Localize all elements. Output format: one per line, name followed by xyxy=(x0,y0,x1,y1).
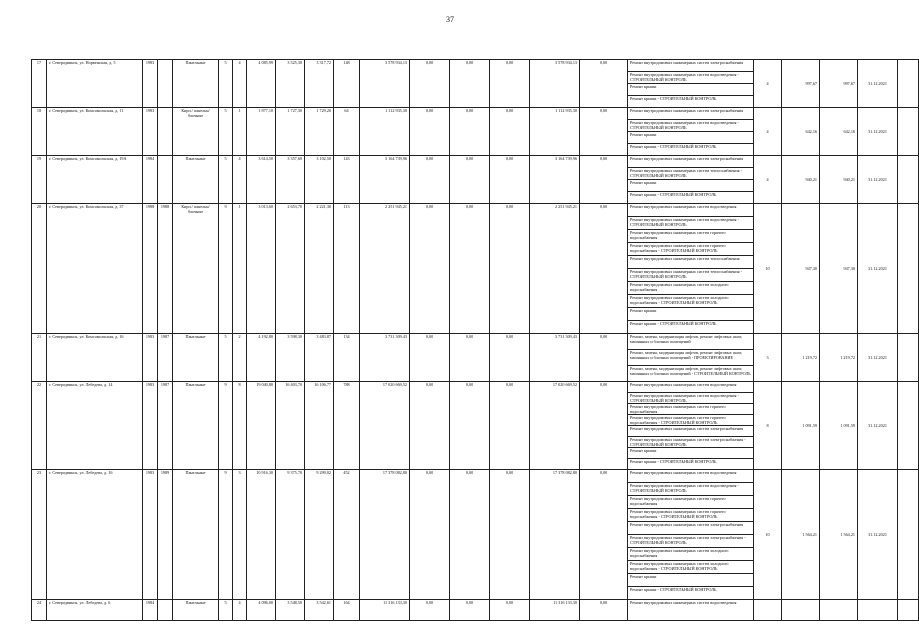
table-row xyxy=(32,156,919,168)
row-cost-total: 1 112 935,30 xyxy=(360,108,410,156)
row-number: 20 xyxy=(32,204,47,334)
row-address: г. Северодвинск, ул. Комсомольская, д. 16 xyxy=(47,334,143,382)
row-fund-local: 0,00 xyxy=(490,334,530,382)
row-fund-regional: 0,00 xyxy=(450,600,490,621)
row-area-owned: 3 483,87 xyxy=(305,334,334,382)
row-fund-federal: 0,00 xyxy=(410,600,450,621)
row-work-item: Ремонт внутридомовых инженерных систем электроснабжения xyxy=(628,108,754,120)
table-row xyxy=(32,108,919,120)
row-unit-price-max xyxy=(820,600,858,621)
row-cost-specific: 0,00 xyxy=(580,60,628,108)
row-year-built: 1984 xyxy=(143,156,158,204)
row-unit-price-max: 1 091,59 xyxy=(820,382,858,470)
row-work-count: 10 xyxy=(754,470,782,600)
row-fund-federal: 0,00 xyxy=(410,334,450,382)
row-address: г. Северодвинск, ул. Лебедева, д. 16 xyxy=(47,470,143,600)
row-fund-regional: 0,00 xyxy=(450,156,490,204)
row-year-built: 1983 xyxy=(143,470,158,600)
row-unit-price-max: 997,67 xyxy=(820,60,858,108)
row-fund-regional: 0,00 xyxy=(450,470,490,600)
row-work-item: Ремонт крыши xyxy=(628,84,754,96)
row-work-item: Ремонт крыши - СТРОИТЕЛЬНЫЙ КОНТРОЛЬ xyxy=(628,321,754,334)
row-wall-material: Кирп./ панельн/блочные xyxy=(173,204,219,334)
row-fund-owners: 17 378 082,80 xyxy=(530,470,580,600)
row-residents: 452 xyxy=(334,470,360,600)
row-work-item: Ремонт крыши xyxy=(628,308,754,321)
row-fund-local: 0,00 xyxy=(490,470,530,600)
row-area-owned: 3 317,72 xyxy=(305,60,334,108)
row-year-built: 1983 xyxy=(143,60,158,108)
row-cost-total: 3 164 739,96 xyxy=(360,156,410,204)
row-work-item: Ремонт внутридомовых инженерных систем водоотведения xyxy=(628,382,754,393)
row-cost-total: 3 731 309,43 xyxy=(360,334,410,382)
row-cost-specific: 0,00 xyxy=(580,600,628,621)
row-fund-owners: 2 251 945,21 xyxy=(530,204,580,334)
row-area-total: 3 013,60 xyxy=(247,204,276,334)
row-work-item: Ремонт внутридомовых инженерных систем электроснабжения - СТРОИТЕЛЬНЫЙ КОНТРОЛЬ xyxy=(628,535,754,548)
row-fund-federal: 0,00 xyxy=(410,60,450,108)
row-work-item: Ремонт внутридомовых инженерных систем горячего водоснабжения xyxy=(628,230,754,243)
row-work-item: Ремонт крыши - СТРОИТЕЛЬНЫЙ КОНТРОЛЬ xyxy=(628,587,754,600)
row-deadline xyxy=(858,600,898,621)
row-work-item: Ремонт крыши - СТРОИТЕЛЬНЫЙ КОНТРОЛЬ xyxy=(628,192,754,204)
row-work-count: 10 xyxy=(754,204,782,334)
row-wall-material: Панельные xyxy=(173,60,219,108)
row-number: 22 xyxy=(32,382,47,470)
row-deadline: 31.12.2021 xyxy=(858,382,898,470)
row-work-item: Ремонт, замена, модернизация лифтов, ремонт лифтовых шахт, машинных и блочных помещений - СТРОИТЕЛЬНЫЙ КОНТРОЛЬ xyxy=(628,366,754,382)
row-work-item: Ремонт крыши - СТРОИТЕЛЬНЫЙ КОНТРОЛЬ xyxy=(628,96,754,108)
row-work-item: Ремонт крыши - СТРОИТЕЛЬНЫЙ КОНТРОЛЬ xyxy=(628,144,754,156)
row-work-item: Ремонт внутридомовых инженерных систем горячего водоснабжения - СТРОИТЕЛЬНЫЙ КОНТРОЛЬ xyxy=(628,415,754,426)
row-entrances: 1 xyxy=(233,204,247,334)
capital-repair-table-wrapper xyxy=(31,59,887,640)
row-deadline: 31.12.2021 xyxy=(858,60,898,108)
row-number: 23 xyxy=(32,470,47,600)
row-number: 17 xyxy=(32,60,47,108)
row-number: 19 xyxy=(32,156,47,204)
row-deadline: 31.12.2021 xyxy=(858,470,898,600)
row-year-renovation xyxy=(158,60,173,108)
row-empty-cell xyxy=(898,470,919,600)
row-work-item: Ремонт внутридомовых инженерных систем водоотведения - СТРОИТЕЛЬНЫЙ КОНТРОЛЬ xyxy=(628,72,754,84)
table-row xyxy=(32,60,919,72)
row-fund-local: 0,00 xyxy=(490,204,530,334)
row-fund-owners: 11 316 133,30 xyxy=(530,600,580,621)
row-empty-cell xyxy=(898,108,919,156)
row-wall-material: Панельные xyxy=(173,600,219,621)
row-unit-price-max: 642,16 xyxy=(820,108,858,156)
row-floors: 5 xyxy=(219,600,233,621)
row-address: г. Северодвинск, ул. Комсомольская, д. 19А xyxy=(47,156,143,204)
row-unit-price-max: 947,30 xyxy=(820,204,858,334)
row-floors: 5 xyxy=(219,156,233,204)
row-year-renovation xyxy=(158,600,173,621)
row-wall-material: Кирп./ панельн/блочные xyxy=(173,108,219,156)
row-work-count: 4 xyxy=(754,156,782,204)
row-cost-total: 17 378 082,80 xyxy=(360,470,410,600)
row-unit-price-max: 1 564,21 xyxy=(820,470,858,600)
row-year-built: 1983 xyxy=(143,108,158,156)
row-area-residential: 16 403,70 xyxy=(276,382,305,470)
row-area-residential: 9 375,70 xyxy=(276,470,305,600)
row-fund-owners: 1 112 935,30 xyxy=(530,108,580,156)
row-fund-owners: 17 020 669,52 xyxy=(530,382,580,470)
row-wall-material: Панельные xyxy=(173,334,219,382)
row-work-item: Ремонт внутридомовых инженерных систем электроснабжения xyxy=(628,156,754,168)
row-work-item: Ремонт внутридомовых инженерных систем водоотведения - СТРОИТЕЛЬНЫЙ КОНТРОЛЬ xyxy=(628,120,754,132)
row-residents: 64 xyxy=(334,108,360,156)
row-area-residential: 3 525,30 xyxy=(276,60,305,108)
row-work-count: 8 xyxy=(754,382,782,470)
row-area-total: 4 085,99 xyxy=(247,60,276,108)
row-entrances: 4 xyxy=(233,60,247,108)
row-unit-price: 997,67 xyxy=(782,60,820,108)
row-entrances: 4 xyxy=(233,156,247,204)
row-entrances: 2 xyxy=(233,334,247,382)
row-wall-material: Панельные xyxy=(173,382,219,470)
row-entrances: 4 xyxy=(233,600,247,621)
row-number: 18 xyxy=(32,108,47,156)
row-year-built: 1988 xyxy=(143,204,158,334)
row-floors: 5 xyxy=(219,334,233,382)
row-empty-cell xyxy=(898,600,919,621)
row-residents: 113 xyxy=(334,204,360,334)
row-area-total: 3 614,50 xyxy=(247,156,276,204)
row-year-built: 1984 xyxy=(143,600,158,621)
row-cost-specific: 0,00 xyxy=(580,382,628,470)
row-work-item: Ремонт внутридомовых инженерных систем водоотведения xyxy=(628,470,754,483)
row-work-item: Ремонт внутридомовых инженерных систем теплоснабжения xyxy=(628,256,754,269)
row-area-owned: 2 221,30 xyxy=(305,204,334,334)
row-area-total: 19 040,80 xyxy=(247,382,276,470)
row-fund-federal: 0,00 xyxy=(410,156,450,204)
row-work-item: Ремонт, замена, модернизация лифтов, ремонт лифтовых шахт, машинных и блочных помещений - ПРОЕКТИРОВАНИЕ xyxy=(628,350,754,366)
row-year-renovation: 1987 xyxy=(158,382,173,470)
row-area-total: 10 916,30 xyxy=(247,470,276,600)
row-work-item: Ремонт внутридомовых инженерных систем электроснабжения xyxy=(628,426,754,437)
row-fund-local: 0,00 xyxy=(490,108,530,156)
row-fund-federal: 0,00 xyxy=(410,470,450,600)
row-unit-price xyxy=(782,600,820,621)
row-deadline: 31.12.2021 xyxy=(858,204,898,334)
row-cost-total: 3 578 934,13 xyxy=(360,60,410,108)
row-work-item: Ремонт внутридомовых инженерных систем водоотведения xyxy=(628,204,754,217)
row-work-count: 4 xyxy=(754,60,782,108)
table-row xyxy=(32,334,919,350)
row-deadline: 31.12.2021 xyxy=(858,156,898,204)
table-row xyxy=(32,382,919,393)
row-year-renovation xyxy=(158,156,173,204)
row-work-item: Ремонт крыши xyxy=(628,574,754,587)
row-fund-regional: 0,00 xyxy=(450,334,490,382)
row-fund-local: 0,00 xyxy=(490,382,530,470)
row-residents: 788 xyxy=(334,382,360,470)
row-address: г. Северодвинск, ул. Норвежская, д. 5 xyxy=(47,60,143,108)
row-deadline: 31.12.2021 xyxy=(858,334,898,382)
row-residents: 143 xyxy=(334,156,360,204)
row-work-item: Ремонт внутридомовых инженерных систем горячего водоснабжения xyxy=(628,404,754,415)
row-empty-cell xyxy=(898,382,919,470)
row-work-item: Ремонт внутридомовых инженерных систем водоотведения - СТРОИТЕЛЬНЫЙ КОНТРОЛЬ xyxy=(628,217,754,230)
row-work-item: Ремонт внутридомовых инженерных систем горячего водоснабжения xyxy=(628,496,754,509)
row-unit-price: 1 219,72 xyxy=(782,334,820,382)
row-work-item: Ремонт внутридомовых инженерных систем водоотведения xyxy=(628,600,754,621)
row-cost-specific: 0,00 xyxy=(580,108,628,156)
row-area-residential: 3 598,30 xyxy=(276,334,305,382)
row-work-item: Ремонт внутридомовых инженерных систем электроснабжения - СТРОИТЕЛЬНЫЙ КОНТРОЛЬ xyxy=(628,437,754,448)
row-work-item: Ремонт крыши xyxy=(628,448,754,459)
row-work-item: Ремонт внутридомовых инженерных систем водоотведения - СТРОИТЕЛЬНЫЙ КОНТРОЛЬ xyxy=(628,393,754,404)
row-work-item: Ремонт внутридомовых инженерных систем холодного водоснабжения - СТРОИТЕЛЬНЫЙ КОНТРОЛЬ xyxy=(628,561,754,574)
table-row xyxy=(32,470,919,483)
row-address: г. Северодвинск, ул. Лебедева, д. 6 xyxy=(47,600,143,621)
row-floors: 9 xyxy=(219,382,233,470)
row-floors: 5 xyxy=(219,60,233,108)
row-work-item: Ремонт внутридомовых инженерных систем теплоснабжения - СТРОИТЕЛЬНЫЙ КОНТРОЛЬ xyxy=(628,269,754,282)
row-area-owned: 9 299,02 xyxy=(305,470,334,600)
row-cost-specific: 0,00 xyxy=(580,470,628,600)
row-work-count xyxy=(754,600,782,621)
row-address: г. Северодвинск, ул. Лебедева, д. 14 xyxy=(47,382,143,470)
row-year-built: 1983 xyxy=(143,334,158,382)
row-unit-price-max: 940,21 xyxy=(820,156,858,204)
row-year-renovation: 1989 xyxy=(158,470,173,600)
row-fund-local: 0,00 xyxy=(490,156,530,204)
row-work-item: Ремонт внутридомовых инженерных систем холодного водоснабжения - СТРОИТЕЛЬНЫЙ КОНТРОЛЬ xyxy=(628,295,754,308)
row-work-item: Ремонт внутридомовых инженерных систем горячего водоснабжения - СТРОИТЕЛЬНЫЙ КОНТРОЛЬ xyxy=(628,509,754,522)
row-area-residential: 3 357,60 xyxy=(276,156,305,204)
row-cost-total: 2 251 945,21 xyxy=(360,204,410,334)
row-empty-cell xyxy=(898,156,919,204)
row-fund-federal: 0,00 xyxy=(410,108,450,156)
row-work-item: Ремонт внутридомовых инженерных систем теплоснабжения - СТРОИТЕЛЬНЫЙ КОНТРОЛЬ xyxy=(628,168,754,180)
row-fund-owners: 3 578 934,13 xyxy=(530,60,580,108)
table-row xyxy=(32,600,919,621)
row-deadline: 31.12.2021 xyxy=(858,108,898,156)
row-cost-specific: 0,00 xyxy=(580,334,628,382)
row-unit-price: 1 564,21 xyxy=(782,470,820,600)
row-work-item: Ремонт внутридомовых инженерных систем электроснабжения xyxy=(628,60,754,72)
row-work-count: 4 xyxy=(754,108,782,156)
row-work-item: Ремонт крыши xyxy=(628,180,754,192)
row-area-residential: 2 653,70 xyxy=(276,204,305,334)
row-number: 24 xyxy=(32,600,47,621)
row-work-item: Ремонт внутридомовых инженерных систем горячего водоснабжения - СТРОИТЕЛЬНЫЙ КОНТРОЛЬ xyxy=(628,243,754,256)
row-fund-owners: 3 164 739,96 xyxy=(530,156,580,204)
row-area-total: 1 877,10 xyxy=(247,108,276,156)
row-year-renovation: 1987 xyxy=(158,334,173,382)
row-fund-regional: 0,00 xyxy=(450,204,490,334)
row-fund-regional: 0,00 xyxy=(450,60,490,108)
row-area-total: 4 096,00 xyxy=(247,600,276,621)
row-work-item: Ремонт внутридомовых инженерных систем холодного водоснабжения xyxy=(628,282,754,295)
row-fund-federal: 0,00 xyxy=(410,382,450,470)
row-wall-material: Панельные xyxy=(173,156,219,204)
row-work-item: Ремонт внутридомовых инженерных систем водоотведения - СТРОИТЕЛЬНЫЙ КОНТРОЛЬ xyxy=(628,483,754,496)
row-number: 21 xyxy=(32,334,47,382)
row-year-built: 1983 xyxy=(143,382,158,470)
row-fund-federal: 0,00 xyxy=(410,204,450,334)
row-work-item: Ремонт крыши - СТРОИТЕЛЬНЫЙ КОНТРОЛЬ xyxy=(628,459,754,470)
row-residents: 148 xyxy=(334,60,360,108)
row-cost-specific: 0,00 xyxy=(580,204,628,334)
row-address: г. Северодвинск, ул. Комсомольская, д. 37 xyxy=(47,204,143,334)
capital-repair-table xyxy=(31,59,919,621)
row-unit-price: 947,30 xyxy=(782,204,820,334)
row-year-renovation: 1988 xyxy=(158,204,173,334)
row-cost-specific: 0,00 xyxy=(580,156,628,204)
row-work-item: Ремонт крыши xyxy=(628,132,754,144)
row-empty-cell xyxy=(898,60,919,108)
row-area-residential: 1 727,30 xyxy=(276,108,305,156)
row-entrances: 3 xyxy=(233,470,247,600)
row-unit-price: 1 091,59 xyxy=(782,382,820,470)
row-area-owned: 16 106,77 xyxy=(305,382,334,470)
row-area-residential: 3 548,50 xyxy=(276,600,305,621)
row-wall-material: Панельные xyxy=(173,470,219,600)
row-empty-cell xyxy=(898,334,919,382)
row-floors: 9 xyxy=(219,204,233,334)
table-body xyxy=(32,60,919,621)
row-cost-total: 17 020 669,52 xyxy=(360,382,410,470)
row-fund-owners: 3 731 309,43 xyxy=(530,334,580,382)
row-unit-price: 940,21 xyxy=(782,156,820,204)
row-work-item: Ремонт, замена, модернизация лифтов, ремонт лифтовых шахт, машинных и блочных помещений xyxy=(628,334,754,350)
row-area-total: 4 192,80 xyxy=(247,334,276,382)
row-entrances: 8 xyxy=(233,382,247,470)
row-residents: 134 xyxy=(334,334,360,382)
row-unit-price-max: 1 219,72 xyxy=(820,334,858,382)
row-floors: 9 xyxy=(219,470,233,600)
row-work-item: Ремонт внутридомовых инженерных систем холодного водоснабжения xyxy=(628,548,754,561)
row-cost-total: 11 316 133,30 xyxy=(360,600,410,621)
row-fund-local: 0,00 xyxy=(490,600,530,621)
row-fund-regional: 0,00 xyxy=(450,382,490,470)
row-fund-regional: 0,00 xyxy=(450,108,490,156)
page-number: 37 xyxy=(446,15,454,24)
row-unit-price: 642,16 xyxy=(782,108,820,156)
row-fund-local: 0,00 xyxy=(490,60,530,108)
row-entrances: 1 xyxy=(233,108,247,156)
row-year-renovation xyxy=(158,108,173,156)
row-area-owned: 3 542,61 xyxy=(305,600,334,621)
row-area-owned: 3 102,50 xyxy=(305,156,334,204)
row-area-owned: 1 729,20 xyxy=(305,108,334,156)
row-work-count: 3 xyxy=(754,334,782,382)
row-address: г. Северодвинск, ул. Комсомольская, д. 11 xyxy=(47,108,143,156)
row-floors: 5 xyxy=(219,108,233,156)
row-empty-cell xyxy=(898,204,919,334)
row-residents: 164 xyxy=(334,600,360,621)
row-work-item: Ремонт внутридомовых инженерных систем электроснабжения xyxy=(628,522,754,535)
table-row xyxy=(32,204,919,217)
